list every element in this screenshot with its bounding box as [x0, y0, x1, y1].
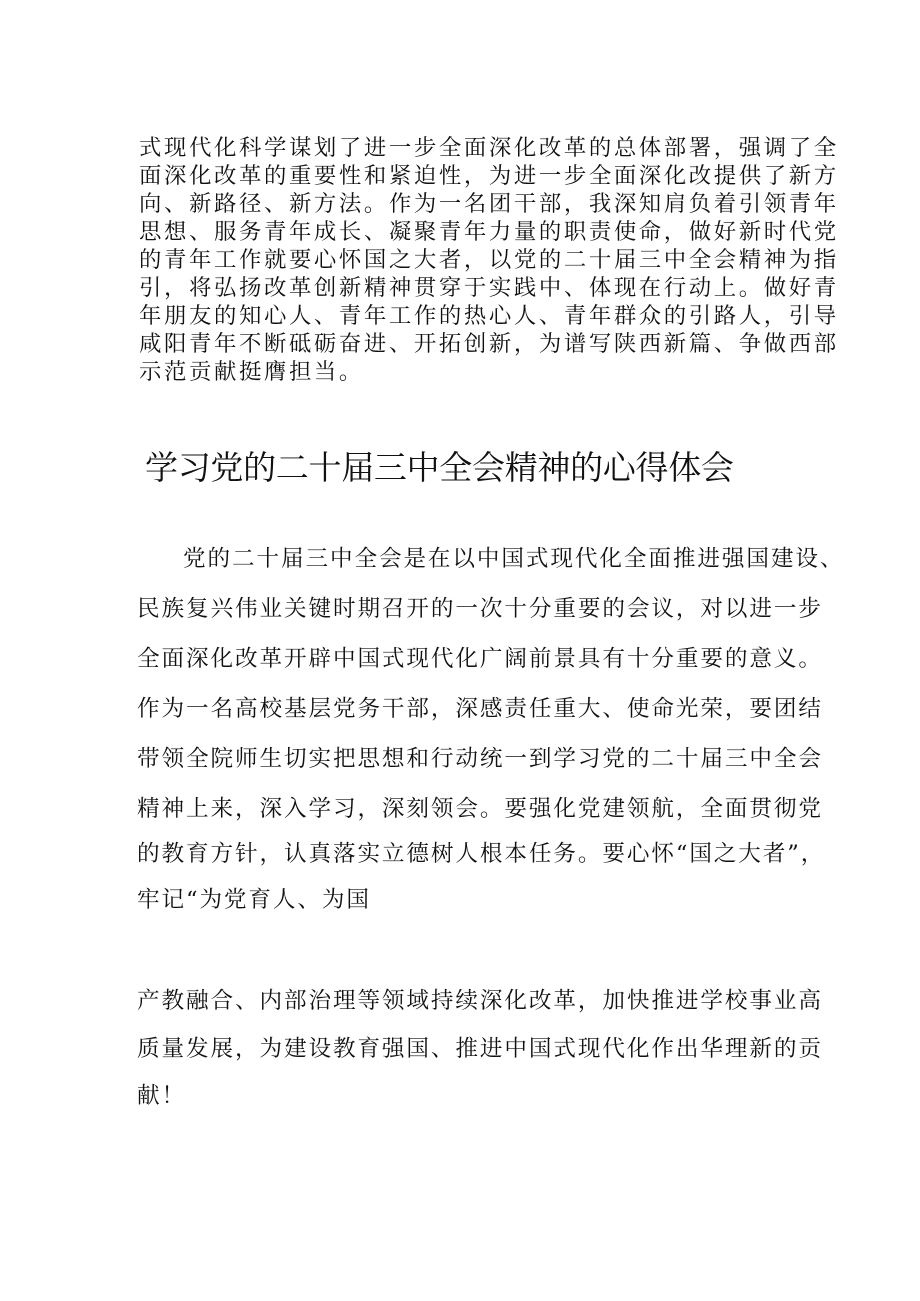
paragraph-2-line: 民族复兴伟业关键时期召开的一次十分重要的会议，对以进一步: [137, 596, 823, 622]
paragraph-1-line: 向、新路径、新方法。作为一名团干部，我深知肩负着引领青年: [139, 191, 839, 217]
paragraph-2-line: 全面深化改革开辟中国式现代化广阔前景具有十分重要的意义。: [137, 646, 823, 672]
paragraph-1-line: 引，将弘扬改革创新精神贯穿于实践中、体现在行动上。做好青: [139, 275, 839, 301]
paragraph-1-line: 思想、服务青年成长、凝聚青年力量的职责使命，做好新时代党: [139, 219, 839, 245]
paragraph-1-line: 咸阳青年不断砥砺奋进、开拓创新，为谱写陕西新篇、争做西部: [139, 331, 839, 357]
paragraph-3-line: 产教融合、内部治理等领域持续深化改革，加快推进学校事业高: [137, 988, 823, 1014]
paragraph-1-line: 面深化改革的重要性和紧迫性，为进一步全面深化改提供了新方: [139, 163, 839, 189]
paragraph-2-line: 带领全院师生切实把思想和行动统一到学习党的二十届三中全会: [137, 746, 823, 772]
document-title: 学习党的二十届三中全会精神的心得体会: [145, 448, 734, 487]
paragraph-2-line: 牢记“为党育人、为国: [137, 887, 371, 913]
paragraph-3-line: 质量发展，为建设教育强国、推进中国式现代化作出华理新的贡: [137, 1036, 823, 1062]
paragraph-1-line: 年朋友的知心人、青年工作的热心人、青年群众的引路人，引导: [139, 303, 839, 329]
paragraph-3-line: 献！: [137, 1083, 186, 1109]
paragraph-2-line: 精神上来，深入学习，深刻领会。要强化党建领航，全面贯彻党: [137, 796, 823, 822]
paragraph-2-line: 的教育方针，认真落实立德树人根本任务。要心怀“国之大者”，: [137, 841, 826, 867]
paragraph-1-line: 式现代化科学谋划了进一步全面深化改革的总体部署，强调了全: [139, 135, 839, 161]
paragraph-1-line: 示范贡献挺膺担当。: [139, 359, 364, 385]
paragraph-1-line: 的青年工作就要心怀国之大者，以党的二十届三中全会精神为指: [139, 247, 839, 273]
paragraph-2-line: 作为一名高校基层党务干部，深感责任重大、使命光荣，要团结: [137, 696, 823, 722]
paragraph-2-line: 党的二十届三中全会是在以中国式现代化全面推进强国建设、: [183, 546, 845, 572]
